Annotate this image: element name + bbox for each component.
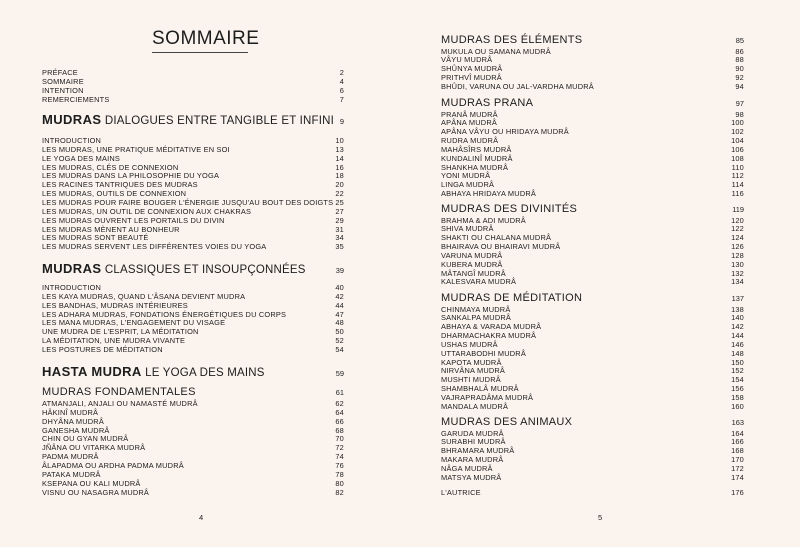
toc-entry [42, 336, 344, 345]
toc-entry-title: L'AUTRICE [441, 488, 481, 497]
toc-entry-title: VISNU OU NASAGRA MUDRÂ [42, 487, 150, 497]
toc-entry [441, 429, 744, 438]
toc-entry [42, 225, 344, 234]
page-number: 5 [598, 513, 603, 522]
toc-entry-title: PATAKA MUDRÂ [42, 469, 101, 479]
toc-entry-page: 14 [335, 153, 344, 163]
toc-entry-page: 13 [335, 144, 344, 154]
toc-entry-page: 54 [335, 344, 344, 354]
toc-entry-title: LA MÉDITATION, UNE MUDRA VIVANTE [42, 336, 186, 346]
toc-entry [441, 349, 744, 358]
chapter-heading [42, 112, 344, 127]
toc-entry-page: 110 [731, 162, 744, 172]
toc-entry [42, 461, 344, 470]
section-page: 137 [731, 294, 744, 303]
toc-entry-title: LES MUDRAS, UNE PRATIQUE MÉDITATIVE EN SOI [42, 144, 230, 154]
toc-entry-title: PRITHVÎ MUDRÂ [441, 73, 502, 83]
toc-entry-title: GANESHA MUDRÂ [42, 425, 110, 435]
toc-entry-page: 44 [335, 300, 344, 310]
chapter-heading [42, 261, 344, 276]
toc-entry-title: ÂLAPADMA OU ARDHA PADMA MUDRÂ [42, 460, 184, 470]
toc-entry-title: APÂNA VÂYU OU HRIDAYA MUDRÂ [441, 127, 569, 137]
toc-entry-title: MÂTANGÎ MUDRÂ [441, 268, 506, 278]
toc-entry-page: 29 [335, 215, 344, 225]
toc-entry-title: LES RACINES TANTRIQUES DES MUDRAS [42, 180, 198, 190]
toc-entry-title: CHIN OU GYAN MUDRÂ [42, 434, 129, 444]
toc-entry-title: KALESVARA MUDRÂ [441, 277, 517, 287]
toc-entry [42, 479, 344, 488]
toc-entry [441, 269, 744, 278]
toc-entry [42, 434, 344, 443]
toc-entry [42, 180, 344, 189]
toc-entry-page: 27 [335, 206, 344, 216]
toc-entry-page: 130 [731, 259, 744, 269]
toc-entry-title: LES MUDRAS POUR FAIRE BOUGER L'ÉNERGIE JUSQU'AU BOUT DES DOIGTS [42, 197, 334, 207]
toc-entry [441, 322, 744, 331]
toc-entry [42, 216, 344, 225]
toc-entry-title: LES BANDHAS, MUDRAS INTÉRIEURES [42, 300, 188, 310]
toc-entry-title: ABHAYA & VARADA MUDRÂ [441, 322, 542, 332]
toc-entry-title: INTRODUCTION [42, 283, 102, 292]
toc-entry-page: 102 [731, 127, 744, 137]
toc-entry-title: SOMMAIRE [42, 76, 84, 86]
toc-entry-page: 132 [731, 268, 744, 278]
section-heading [441, 97, 744, 109]
toc-entry-page: 76 [335, 460, 344, 470]
toc-entry [441, 375, 744, 384]
toc-entry-title: LES MUDRAS, CLÉS DE CONNEXION [42, 162, 179, 172]
section-heading [441, 292, 744, 304]
toc-entry-title: REMERCIEMENTS [42, 94, 110, 104]
toc-entry [42, 310, 344, 319]
toc-entry [42, 154, 344, 163]
toc-entry-title: BHÛDI, VARUNA OU JAL-VARDHA MUDRÂ [441, 81, 594, 91]
toc-entry-title: MUKULA OU SAMANA MUDRÂ [441, 46, 551, 56]
toc-entry-title: LES MANA MUDRAS, L'ENGAGEMENT DU VISAGE [42, 318, 226, 328]
toc-entry-page: 126 [731, 242, 744, 252]
toc-entry-title: MAHÂSÎRS MUDRÂ [441, 144, 512, 154]
toc-entry-page: 18 [335, 171, 344, 181]
toc-entry-title: DHYÂNA MUDRÂ [42, 416, 104, 426]
chapter-page: 9 [339, 117, 344, 126]
toc-entry-title: GARUDA MUDRÂ [441, 428, 504, 438]
section-page: 85 [735, 36, 744, 45]
section-heading [441, 416, 744, 428]
toc-entry-title: SHANKHA MUDRÂ [441, 162, 509, 172]
toc-entry [42, 86, 344, 95]
toc-entry [441, 55, 744, 64]
toc-entry [42, 171, 344, 180]
chapter-title-rest: CLASSIQUES ET INSOUPÇONNÉES [101, 264, 306, 276]
toc-entry-title: UNE MUDRA DE L'ESPRIT, LA MÉDITATION [42, 327, 199, 337]
toc-entry [42, 452, 344, 461]
page-title: SOMMAIRE [152, 28, 260, 49]
toc-entry-title: BHRAMARA MUDRÂ [441, 446, 515, 456]
section-title: MUDRAS FONDAMENTALES [42, 386, 196, 398]
toc-entry [441, 136, 744, 145]
toc-entry [441, 127, 744, 136]
toc-entry-title: MUSHTI MUDRÂ [441, 375, 501, 385]
toc-entry [441, 242, 744, 251]
toc-entry-title: SANKALPA MUDRÂ [441, 313, 512, 323]
toc-entry [42, 145, 344, 154]
toc-entry-page: 2 [339, 68, 344, 77]
toc-entry [441, 180, 744, 189]
toc-entry [441, 163, 744, 172]
toc-entry [441, 366, 744, 375]
section-title: MUDRAS DE MÉDITATION [441, 292, 583, 304]
toc-entry-title: ABHAYA HRIDAYA MUDRÂ [441, 189, 537, 199]
toc-entry [42, 408, 344, 417]
toc-entry [441, 437, 744, 446]
chapter-title-bold: MUDRAS [42, 261, 102, 276]
toc-entry-title: SHAKTI OU CHALANA MUDRÂ [441, 233, 552, 243]
chapter-page: 59 [335, 369, 344, 378]
toc-entry-page: 168 [731, 446, 744, 456]
toc-entry-title: ATMANJALI, ANJALI OU NAMASTÉ MUDRÂ [42, 399, 198, 408]
toc-entry [441, 305, 744, 314]
toc-entry-page: 4 [339, 76, 344, 86]
toc-entry-title: PADMA MUDRÂ [42, 452, 99, 462]
toc-entry [42, 470, 344, 479]
toc-entry-page: 100 [731, 118, 744, 128]
toc-entry-page: 160 [731, 401, 744, 411]
section-title: MUDRAS DES DIVINITÉS [441, 203, 578, 215]
toc-entry-page: 90 [735, 64, 744, 74]
toc-entry-title: CHINMAYA MUDRÂ [441, 304, 511, 314]
toc-entry [42, 207, 344, 216]
toc-entry-title: YONI MUDRÂ [441, 171, 491, 181]
toc-entry-page: 34 [335, 233, 344, 243]
toc-entry-title: LES MUDRAS OUVRENT LES PORTAILS DU DIVIN [42, 215, 225, 225]
toc-entry-title: LES MUDRAS DANS LA PHILOSOPHIE DU YOGA [42, 171, 220, 181]
toc-entry-title: KSEPANA OU KALI MUDRÂ [42, 478, 141, 488]
toc-entry-page: 106 [731, 144, 744, 154]
toc-entry-page: 74 [335, 452, 344, 462]
toc-entry-page: 86 [735, 46, 744, 56]
toc-entry-page: 64 [335, 407, 344, 417]
toc-entry-page: 166 [731, 437, 744, 447]
toc-entry [441, 340, 744, 349]
toc-entry-page: 158 [731, 393, 744, 402]
toc-entry [42, 242, 344, 251]
toc-entry [42, 426, 344, 435]
section-page: 119 [732, 205, 744, 214]
toc-entry [42, 327, 344, 336]
toc-entry [42, 417, 344, 426]
section-heading [441, 203, 744, 215]
section-title: MUDRAS DES ANIMAUX [441, 416, 573, 428]
toc-entry-page: 104 [731, 136, 744, 146]
toc-entry [441, 233, 744, 242]
toc-entry [441, 402, 744, 411]
chapter-title-rest: LE YOGA DES MAINS [141, 367, 265, 379]
page-number: 4 [199, 513, 204, 522]
toc-entry [441, 277, 744, 286]
toc-entry-title: KAPOTA MUDRÂ [441, 357, 502, 367]
toc-entry-title: SHAMBHALÂ MUDRÂ [441, 384, 519, 394]
toc-entry-title: INTENTION [42, 85, 84, 95]
toc-entry-page: 128 [731, 250, 744, 260]
toc-entry-title: LES MUDRAS, UN OUTIL DE CONNEXION AUX CHAKRAS [42, 206, 252, 216]
toc-entry [441, 64, 744, 73]
toc-entry-page: 42 [335, 291, 344, 301]
toc-entry [441, 446, 744, 455]
toc-entry-page: 120 [731, 215, 744, 225]
toc-entry [441, 393, 744, 402]
toc-entry-title: KUBERA MUDRÂ [441, 259, 503, 269]
toc-entry [441, 358, 744, 367]
toc-entry-title: APÂNA MUDRÂ [441, 118, 497, 128]
toc-entry [441, 73, 744, 82]
toc-entry-page: 152 [731, 366, 744, 376]
toc-entry [42, 399, 344, 408]
toc-entry [441, 118, 744, 127]
toc-entry [441, 313, 744, 322]
toc-entry-title: NÂGA MUDRÂ [441, 463, 493, 473]
toc-entry-page: 72 [335, 443, 344, 453]
toc-entry-page: 88 [735, 55, 744, 65]
toc-entry [42, 68, 344, 77]
toc-entry-title: NIRVÂNA MUDRÂ [441, 366, 506, 376]
toc-entry-page: 80 [335, 478, 344, 488]
toc-entry-title: PRANÂ MUDRÂ [441, 109, 498, 119]
section-heading [441, 34, 744, 46]
toc-entry-title: DHARMACHAKRA MUDRÂ [441, 331, 537, 341]
title-underline [152, 52, 248, 53]
chapter-title-bold: MUDRAS [42, 112, 102, 127]
toc-entry-page: 52 [335, 336, 344, 346]
toc-entry-page: 31 [335, 224, 344, 234]
toc-entry-page: 144 [731, 331, 744, 341]
toc-entry-title: LES MUDRAS SONT BEAUTÉ [42, 233, 149, 243]
toc-entry-page: 66 [335, 416, 344, 426]
section-page: 163 [731, 418, 744, 427]
toc-entry-page: 16 [335, 162, 344, 172]
toc-entry [42, 95, 344, 104]
toc-entry-page: 134 [731, 277, 744, 287]
toc-entry-page: 176 [731, 488, 744, 497]
toc-entry [441, 384, 744, 393]
toc-entry-title: INTRODUCTION [42, 136, 102, 145]
toc-entry [42, 283, 344, 292]
toc-entry-title: MAKARA MUDRÂ [441, 455, 504, 465]
toc-entry-page: 98 [735, 109, 744, 119]
toc-entry-title: LINGA MUDRÂ [441, 180, 495, 190]
section-title: MUDRAS PRANA [441, 97, 534, 109]
toc-entry-title: LE YOGA DES MAINS [42, 153, 121, 163]
toc-entry-page: 122 [731, 224, 744, 234]
toc-entry-title: LES MUDRAS MÈNENT AU BONHEUR [42, 224, 180, 234]
toc-entry-title: VARUNA MUDRÂ [441, 250, 503, 260]
toc-entry-page: 172 [731, 463, 744, 473]
toc-entry-page: 140 [731, 313, 744, 323]
toc-entry-title: BHAIRAVA OU BHAIRAVI MUDRÂ [441, 242, 561, 252]
toc-entry-page: 25 [335, 197, 344, 207]
toc-entry [441, 224, 744, 233]
toc-entry-title: VÂYU MUDRÂ [441, 55, 493, 65]
toc-entry [441, 464, 744, 473]
section-page: 61 [335, 388, 344, 397]
toc-entry [42, 198, 344, 207]
toc-entry-title: LES MUDRAS, OUTILS DE CONNEXION [42, 189, 187, 199]
toc-entry [42, 318, 344, 327]
toc-entry [42, 77, 344, 86]
toc-entry [441, 154, 744, 163]
toc-entry [42, 292, 344, 301]
toc-entry-title: KUNDALINÎ MUDRÂ [441, 153, 513, 163]
toc-entry-page: 112 [731, 171, 744, 181]
toc-entry-page: 22 [335, 189, 344, 199]
toc-entry [42, 189, 344, 198]
toc-entry-page: 174 [731, 472, 744, 482]
toc-entry-page: 164 [731, 428, 744, 438]
toc-entry-page: 114 [731, 180, 744, 190]
toc-entry-title: LES ADHARA MUDRAS, FONDATIONS ÉNERGÉTIQUES DU CORPS [42, 309, 287, 319]
toc-entry-title: MATSYA MUDRÂ [441, 472, 502, 482]
toc-entry-page: 50 [335, 327, 344, 337]
toc-entry-page: 116 [731, 189, 744, 199]
toc-entry [441, 171, 744, 180]
toc-entry-page: 40 [335, 283, 344, 292]
toc-entry-title: SHIVA MUDRÂ [441, 224, 494, 234]
toc-entry-page: 108 [731, 153, 744, 163]
toc-entry-title: UTTARABODHI MUDRÂ [441, 348, 526, 358]
toc-entry-page: 146 [731, 339, 744, 349]
chapter-title-rest: DIALOGUES ENTRE TANGIBLE ET INFINI [101, 115, 335, 127]
toc-entry-title: PRÉFACE [42, 68, 78, 77]
toc-entry-page: 10 [335, 136, 344, 145]
toc-entry [441, 189, 744, 198]
toc-entry-page: 62 [335, 399, 344, 408]
toc-entry-title: HÂKINÎ MUDRÂ [42, 407, 99, 417]
toc-entry-title: VAJRAPRADÂMA MUDRÂ [441, 393, 534, 402]
toc-entry-page: 6 [339, 85, 344, 95]
toc-entry [441, 473, 744, 482]
toc-entry-page: 148 [731, 348, 744, 358]
toc-entry-page: 7 [339, 94, 344, 104]
toc-entry-title: LES MUDRAS SERVENT LES DIFFÉRENTES VOIES DU YOGA [42, 242, 267, 252]
toc-entry-page: 94 [735, 81, 744, 91]
right-page [400, 0, 800, 547]
toc-entry-page: 92 [735, 73, 744, 83]
chapter-title-bold: HASTA MUDRA [42, 364, 142, 379]
section-heading [42, 386, 344, 398]
toc-entry-page: 20 [335, 180, 344, 190]
toc-entry-title: LES POSTURES DE MÉDITATION [42, 344, 163, 354]
toc-entry [42, 163, 344, 172]
toc-entry-title: MANDALA MUDRÂ [441, 401, 509, 411]
toc-entry-title: JÑÂNA OU VITARKA MUDRÂ [42, 443, 146, 453]
toc-entry-page: 82 [335, 487, 344, 497]
toc-entry-page: 150 [731, 357, 744, 367]
toc-entry-page: 68 [335, 425, 344, 435]
toc-entry [441, 331, 744, 340]
toc-entry [42, 136, 344, 145]
toc-entry-page: 35 [335, 242, 344, 252]
toc-entry [441, 110, 744, 119]
toc-entry-page: 156 [731, 384, 744, 394]
toc-entry-page: 48 [335, 318, 344, 328]
section-title: MUDRAS DES ÉLÉMENTS [441, 34, 583, 46]
toc-entry [42, 301, 344, 310]
section-page: 97 [735, 99, 744, 108]
toc-entry [42, 488, 344, 497]
toc-entry-title: BRAHMA & ADI MUDRÂ [441, 215, 526, 225]
toc-entry [42, 345, 344, 354]
toc-entry [42, 233, 344, 242]
toc-entry [441, 82, 744, 91]
chapter-heading [42, 364, 344, 379]
toc-entry [441, 216, 744, 225]
toc-entry-page: 47 [335, 309, 344, 319]
toc-entry-title: LES KAYA MUDRAS, QUAND L'ÂSANA DEVIENT MUDRA [42, 291, 246, 301]
toc-entry-title: USHAS MUDRÂ [441, 339, 498, 349]
toc-entry-page: 142 [731, 322, 744, 332]
toc-entry-page: 78 [335, 469, 344, 479]
toc-entry-page: 70 [335, 434, 344, 444]
toc-entry-page: 170 [731, 455, 744, 465]
toc-entry [441, 145, 744, 154]
toc-entry-page: 154 [731, 375, 744, 385]
toc-entry [441, 260, 744, 269]
toc-entry [441, 455, 744, 464]
toc-entry [441, 251, 744, 260]
toc-entry-title: SHÛNYA MUDRÂ [441, 64, 503, 74]
toc-entry [441, 47, 744, 56]
toc-entry-title: RUDRA MUDRÂ [441, 136, 499, 146]
toc-entry [42, 443, 344, 452]
chapter-page: 39 [335, 266, 344, 275]
toc-entry-title: SURABHI MUDRÂ [441, 437, 506, 447]
author-entry [441, 488, 744, 497]
toc-entry-page: 124 [731, 233, 744, 243]
toc-entry-page: 138 [731, 304, 744, 314]
